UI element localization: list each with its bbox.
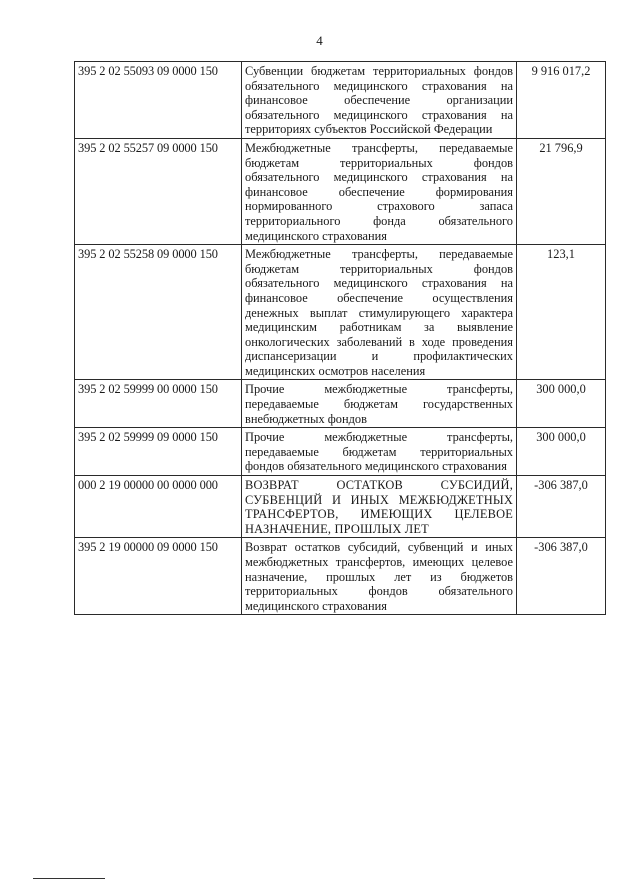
table-row (75, 245, 606, 380)
budget-code-cell: 395 2 02 59999 00 0000 150 (75, 380, 242, 428)
table-row (75, 62, 606, 139)
budget-code-cell: 395 2 02 55093 09 0000 150 (75, 62, 242, 139)
amount-cell: 21 796,9 (517, 138, 606, 244)
amount-cell: -306 387,0 (517, 538, 606, 615)
amount-cell: 300 000,0 (517, 428, 606, 476)
budget-code-cell: 395 2 02 59999 09 0000 150 (75, 428, 242, 476)
amount-cell: 9 916 017,2 (517, 62, 606, 139)
revenue-name-cell: Прочие межбюджетные трансферты, передаваемые бюджетам территориальных фондов обязательного медицинского страхования (242, 428, 517, 476)
budget-code-cell: 395 2 19 00000 09 0000 150 (75, 538, 242, 615)
table-row (75, 138, 606, 244)
amount-cell: 300 000,0 (517, 380, 606, 428)
table-row (75, 538, 606, 615)
budget-code-cell: 000 2 19 00000 00 0000 000 (75, 476, 242, 538)
page-number: 4 (316, 33, 323, 48)
amount-cell: -306 387,0 (517, 476, 606, 538)
revenue-name-cell: Субвенции бюджетам территориальных фондов обязательного медицинского страхования на финансовое обеспечение организации обязательного медицинского страхования на территориях субъектов Российской Федерации (242, 62, 517, 139)
table-row (75, 380, 606, 428)
budget-code-cell: 395 2 02 55258 09 0000 150 (75, 245, 242, 380)
footer-divider (33, 878, 105, 879)
revenue-name-cell: Межбюджетные трансферты, передаваемые бюджетам территориальных фондов обязательного медицинского страхования на финансовое обеспечение осуществления денежных выплат стимулирующего характера медицинским работникам за выявление онкологических заболеваний в ходе проведения диспансеризации и профилактических медицинских осмотров населения (242, 245, 517, 380)
budget-revenue-table (74, 61, 606, 615)
amount-cell: 123,1 (517, 245, 606, 380)
revenue-name-cell: Прочие межбюджетные трансферты, передаваемые бюджетам государственных внебюджетных фондов (242, 380, 517, 428)
revenue-name-cell: ВОЗВРАТ ОСТАТКОВ СУБСИДИЙ, СУБВЕНЦИЙ И ИНЫХ МЕЖБЮДЖЕТНЫХ ТРАНСФЕРТОВ, ИМЕЮЩИХ ЦЕЛЕВОЕ НАЗНАЧЕНИЕ, ПРОШЛЫХ ЛЕТ (242, 476, 517, 538)
revenue-name-cell: Возврат остатков субсидий, субвенций и иных межбюджетных трансфертов, имеющих целевое назначение, прошлых лет из бюджетов территориальных фондов обязательного медицинского страхования (242, 538, 517, 615)
revenue-name-cell: Межбюджетные трансферты, передаваемые бюджетам территориальных фондов обязательного медицинского страхования на финансовое обеспечение формирования нормированного страхового запаса территориального фонда обязательного медицинского страхования (242, 138, 517, 244)
table-row (75, 476, 606, 538)
table-row (75, 428, 606, 476)
budget-code-cell: 395 2 02 55257 09 0000 150 (75, 138, 242, 244)
